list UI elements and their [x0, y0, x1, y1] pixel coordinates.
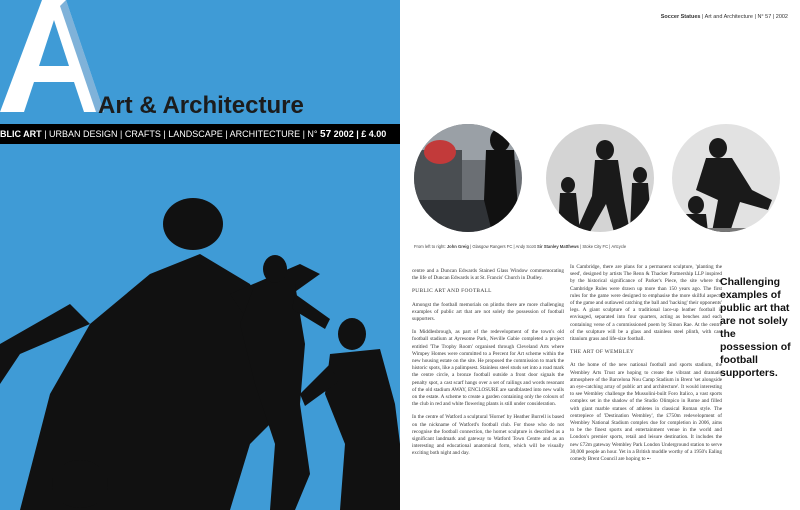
article-column-1: [412, 268, 564, 464]
running-head-details: | Art and Architecture | N° 57 | 2002: [702, 14, 788, 20]
statue-silhouettes-image: [0, 144, 400, 510]
article-page: [400, 0, 800, 510]
logo-a-icon: [0, 0, 110, 120]
statue-photos: [400, 0, 800, 240]
paragraph: centre and a Duncan Edwards Stained Glass Window commemorating the life of Duncan Edwards is at St. Francis' Church in Dudley.: [412, 268, 564, 282]
photo-caption: From left to right: John Greig | Glasgow Rangers FC | Andy Scott Sir Stanley Matthews | Stoke City FC | Artcycle: [414, 244, 627, 249]
paragraph: Amongst the football memorials on plinths there are more challenging examples of public art that are not solely the possession of football supporters.: [412, 301, 564, 323]
cover-bar-items: | URBAN DESIGN | CRAFTS | LANDSCAPE | ARCHITECTURE | N°: [44, 129, 318, 139]
issue-number: 57: [320, 129, 332, 140]
article-column-2: [570, 264, 722, 469]
magazine-title: Art & Architecture: [98, 92, 304, 119]
photo-john-greig: [410, 120, 530, 240]
section-heading: PUBLIC ART AND FOOTBALL: [412, 288, 492, 295]
photo-stanley-matthews: [540, 120, 660, 240]
cover-category-bar: [0, 124, 400, 144]
paragraph: In Cambridge, there are plans for a permanent sculpture, 'planting the seed', designed by artists The Renn & Thacker Partnership LLP inspired by the historical significance of Parker's Piece, the site where the Cambridge Rules were drawn up more than 150 years ago. The first rules for the game were designed to emphasise the more skilful aspects of the game and outlawed catching the ball and 'hacking' their opponents' legs. A giant sculpture of a traditional lace-up leather football is envisaged, separated into four quarters, acting as benches and each containing verse of a commissioned poem by Simon Rae. At the centre of the sculpture will be a glass and stainless steel plinth, with cast titanium grass and life-size football.: [570, 264, 722, 343]
cover-year-price: 2002 | £ 4.00: [333, 129, 387, 139]
pull-quote: Challenging examples of public art that are not solely the possession of football supporters.: [720, 276, 791, 379]
paragraph: In the centre of Watford a sculptural 'Hornet' by Heather Burrell is based on the nickname of Watford's football club. For those who do not recognise the football connection, the hornet sculpture is described as a significant landmark and gateway to Watford Town Centre and as an interesting and educational anatomical form, which will be visually exciting both night and day.: [412, 414, 564, 457]
section-heading: THE ART OF WEMBLEY: [570, 349, 635, 356]
paragraph: In Middlesbrough, as part of the redevelopment of the town's old football stadium at Ayresome Park, Neville Gabie completed a project entitled 'The Trophy Room' organised through Cleveland Arts where Wimpey Homes were committed to a Percent for Art scheme within the new housing estate on the site. He proposed the commission to mark the historic spots, like a palimpsest. Stainless steel studs set into a road mark the centre circle, a bronze football outside a front door signals the penalty spot, a cast scarf hangs over a set of railings and words resonant of the old stadium AWAY, ENCLOSURE are sandblasted into new walls on the estate. A scheme to create a garden containing only the colours of the club in red and white flowering plants is still under consideration.: [412, 329, 564, 408]
cover-bar-prefix: BLIC ART: [0, 129, 42, 139]
running-head-section: Soccer Statues: [660, 14, 701, 20]
photo-stoke-city-statue: [666, 120, 786, 240]
paragraph: At the home of the new national football and sports stadium, the Wembley Arts Trust are hoping to create the vibrant and dramatic atmosphere of the Barcelona Nou Camp Stadium in Brent 'set alongside an eye-catching array of public art and architecture'. It would interesting to see Wembley challenge the Mussolini-built Foro Italico, a vast sports complex set in the shadow of the Studio Olimpico in Rome and filled with giant marble statues of athletes in classical Roman style. The centrepiece of 'Destination Wembley', the £750m redevelopment of Wembley National Stadium complex due for completion in 2006, aims to be the finest sports and entertainment venue in the world and London's premier sports, retail and leisure destination. It includes the new £72m gateway Wembley Park London Underground station to serve 30,000 people an hour. Yet in a British muddle worthy of a 1950's Ealing comedy Brent Council are hoping to ➸: [570, 362, 722, 463]
